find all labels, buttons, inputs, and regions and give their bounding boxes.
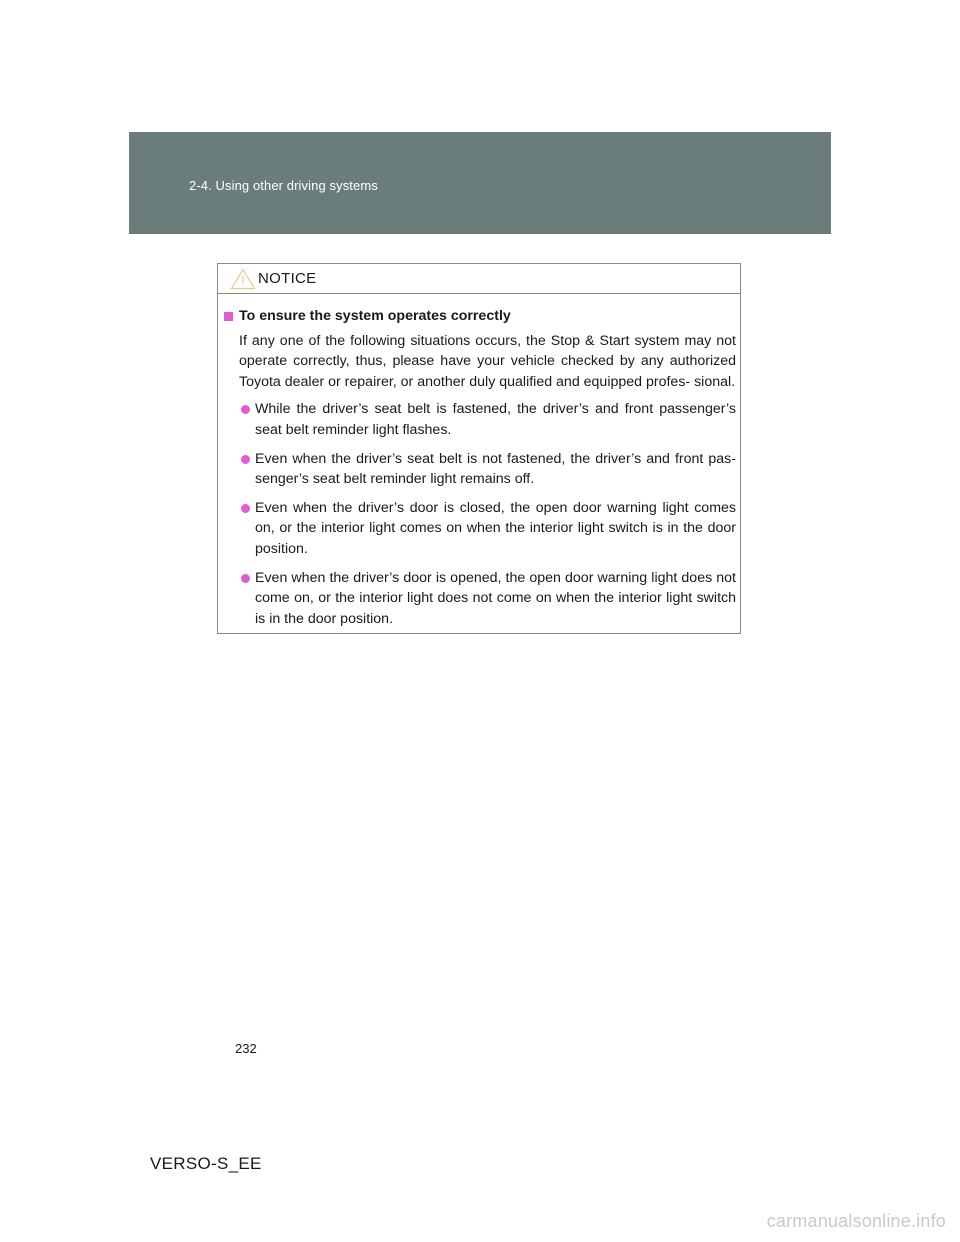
dot-bullet-icon <box>241 405 250 414</box>
notice-subheading <box>224 306 736 327</box>
watermark: carmanualsonline.info <box>766 1211 946 1231</box>
square-bullet-icon <box>224 312 233 321</box>
notice-header <box>218 264 740 294</box>
list-item <box>224 399 736 440</box>
warning-triangle-icon <box>230 268 256 290</box>
list-item-text: Even when the driver’s seat belt is not fastened, the driver’s and front pas- senger’s seat belt reminder light remains off. <box>255 450 736 488</box>
list-item-text: Even when the driver’s door is closed, the open door warning light comes on, or the interior light comes on when the interior light switch is in the door position. <box>255 499 736 557</box>
list-item-text: While the driver’s seat belt is fastened, the driver’s and front passenger’s seat belt reminder light flashes. <box>255 401 736 438</box>
dot-bullet-icon <box>241 504 250 513</box>
notice-subheading-text: To ensure the system operates correctly <box>239 308 511 324</box>
notice-bullet-list <box>224 399 736 629</box>
model-code: VERSO-S_EE <box>150 1154 262 1173</box>
list-item-text: Even when the driver’s door is opened, the open door warning light does not come on, or the interior light does not come on when the interior light switch is in the door position. <box>255 569 736 627</box>
notice-body <box>218 294 740 629</box>
section-title: 2-4. Using other driving systems <box>189 178 378 193</box>
list-item <box>224 568 736 630</box>
notice-label: NOTICE <box>258 270 317 287</box>
notice-box <box>217 263 741 634</box>
header-band <box>129 132 831 234</box>
list-item <box>224 449 736 490</box>
page-number: 232 <box>235 1041 257 1056</box>
list-item <box>224 498 736 560</box>
dot-bullet-icon <box>241 574 250 583</box>
notice-intro: If any one of the following situations occurs, the Stop & Start system may not operate correctly, thus, please have your vehicle checked by any authorized Toyota dealer or repairer, or another duly qualified and equipped profes- sional. <box>239 332 736 390</box>
dot-bullet-icon <box>241 455 250 464</box>
